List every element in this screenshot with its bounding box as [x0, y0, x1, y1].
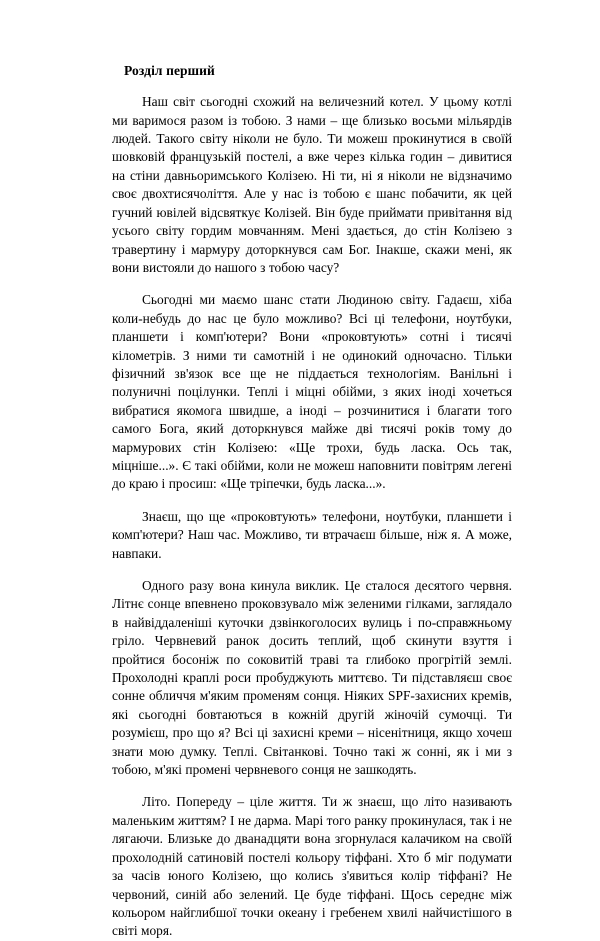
chapter-heading: Розділ перший [124, 63, 215, 78]
body-paragraph: Знаєш, що ще «проковтують» телефони, ноутбуки, планшети і комп'ютери? Наш час. Можливо, ти втрачаєш більше, ніж я. А може, навпаки. [112, 508, 512, 561]
body-paragraph: Сьогодні ми маємо шанс стати Людиною світу. Гадаєш, хіба коли-небудь до нас це було можливо? Всі ці телефони, ноутбуки, планшети і комп'ютери? Вони «проковтують» сотні і тисячі кілометрів. З ними ти самотній і не одинокий одночасно. Тільки фізичний зв'язок все ще не піддається технологіям. Ванільні і полуничні поцілунки. Теплі і міцні обійми, з яких іноді хочеться вибратися якомога швидше, а іноді – розчинитися і благати того самого Бога, який доторкнувся майже дві тисячі років тому до мармурових стін Колізею: «Ще трохи, будь ласка. Ось так, міцніше...». Є такі обійми, коли не можеш наповнити повітрям легені до краю і просиш: «Ще тріпечки, будь ласка...». [112, 292, 512, 492]
body-paragraph: Одного разу вона кинула виклик. Це сталося десятого червня. Літнє сонце впевнено проковзувало між зеленими гілками, заглядало в найвіддаленіші куточки дзвінкоголосих вулиць і по-справжньому гріло. Червневий ранок досить теплий, щоб скинути взуття і пройтися босоніж по соковитій траві та глибоко прогрітій землі. Прохолодні краплі роси пробуджують миттєво. Ти підставляєш своє сонне обличчя м'яким променям сонця. Ніяких SPF-захисних кремів, які сьогодні бовтаються в кожній другій жіночій сумочці. Ти розумієш, про що я? Всі ці захисні креми – нісенітниця, якщо хочеш знати мою думку. Теплі. Світанкові. Точно такі ж сонні, як і ми з тобою, м'які промені червневого сонця не зашкодять. [112, 578, 512, 778]
body-paragraph: Літо. Попереду – ціле життя. Ти ж знаєш, що літо називають маленьким життям? І не дарма. Марі того ранку прокинулася, так і не лягаючи. Близьке до дванадцяти вона згорнулася калачиком на своїй прохолодній сатиновій постелі кольору тіффані. Хто б міг подумати за часів юного Колізею, що колись з'явиться колір тіффані? Не червоний, синій або зелений. Це буде тіффані. Щось середнє між кольором найглибшої точки океану і гребенем хвилі найчистішого в світі моря. [112, 794, 512, 939]
body-paragraph: Наш світ сьогодні схожий на величезний котел. У цьому котлі ми варимося разом із тобою. З нами – ще близько восьми мільярдів людей. Такого світу ніколи не було. Ти можеш прокинутися в своїй шовковій французькій постелі, а вже через кілька годин – дивитися на стіни давньоримського Колізею. Ні ти, ні я ніколи не відзначимо своє двохтисячоліття. Але у нас із тобою є шанс побачити, як цей гучний ювілей відсвяткує Колізей. Він буде приймати привітання від усього світу гордим мовчанням. Мені здається, до стін Колізею з травертину і мармуру доторкнувся сам Бог. Інакше, скажи мені, як вони вистояли до нашого з тобою часу? [112, 94, 512, 275]
page-content [112, 62, 512, 941]
